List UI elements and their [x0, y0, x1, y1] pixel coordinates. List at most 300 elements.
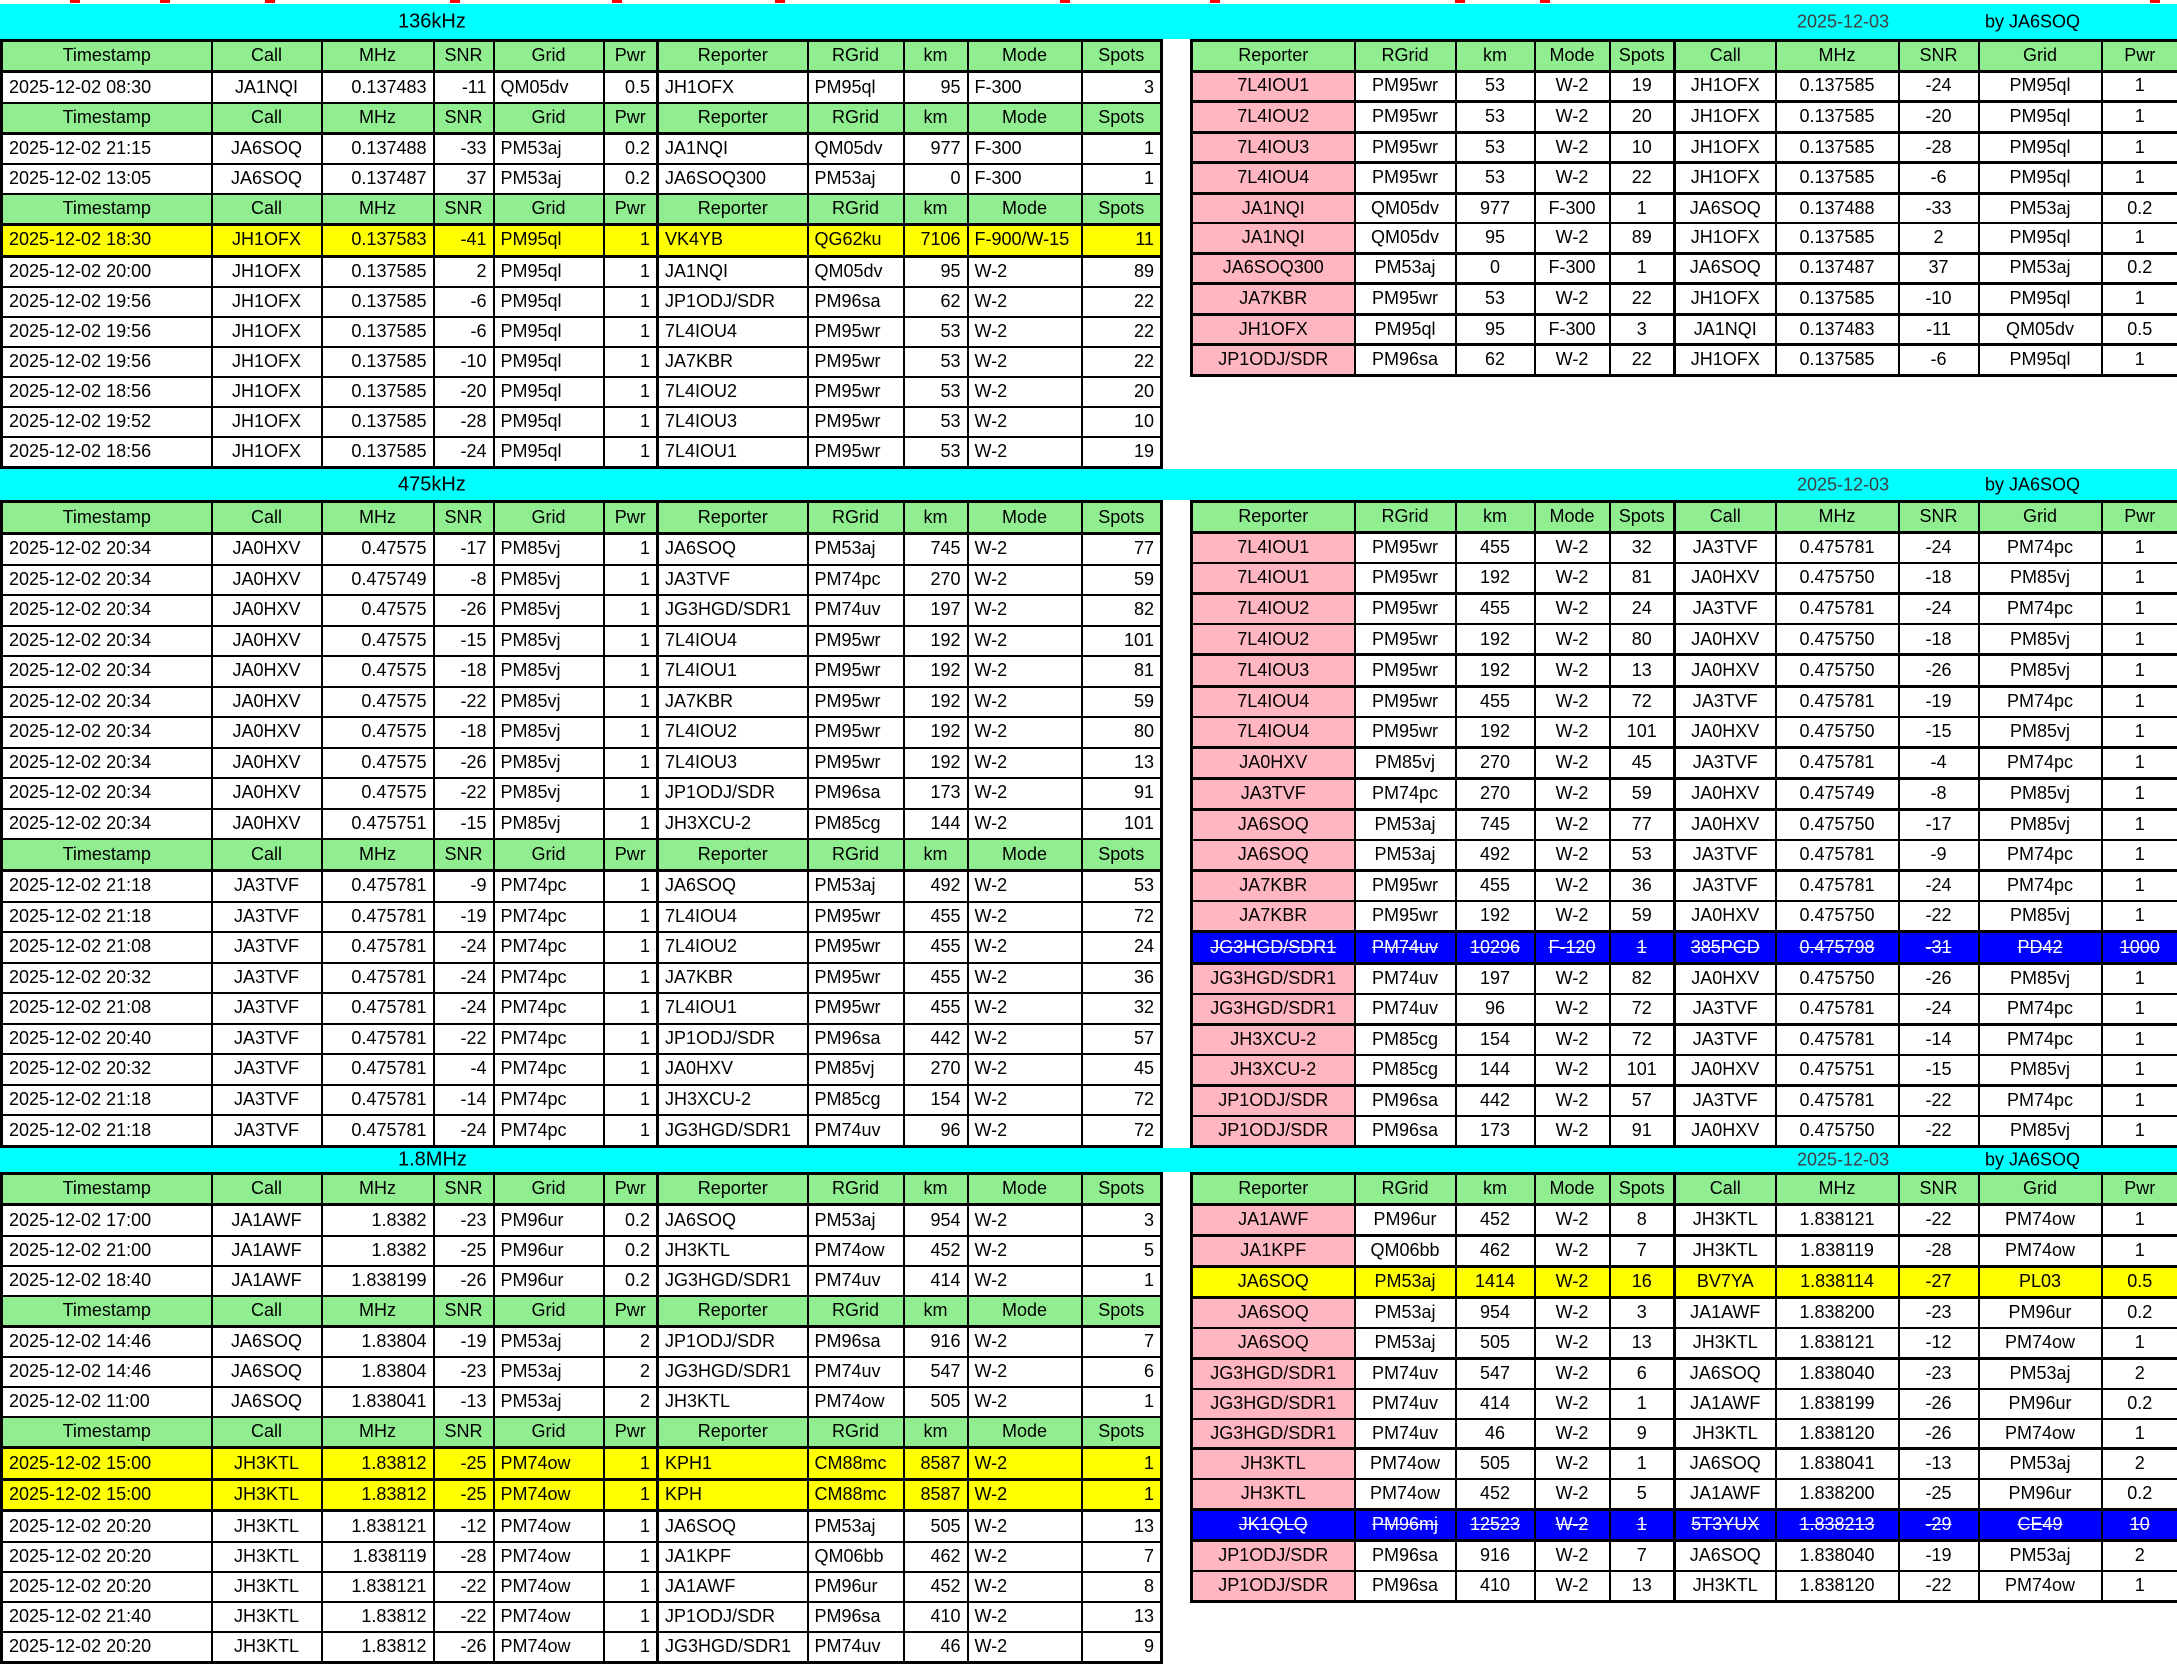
cell-mhz: 0.475749 — [322, 565, 434, 596]
cell-reporter: JA6SOQ300 — [1192, 253, 1355, 284]
cell-snr: -28 — [434, 407, 494, 437]
cell-km: 96 — [1456, 994, 1535, 1025]
cell-km: 173 — [1456, 1116, 1535, 1147]
cell-spots: 45 — [1082, 1054, 1162, 1085]
column-header-snr: SNR — [434, 103, 494, 134]
cell-grid: PM74ow — [1979, 1205, 2102, 1236]
cell-call: JH1OFX — [1675, 345, 1776, 376]
cell-spots: 6 — [1082, 1357, 1162, 1387]
column-header-km: km — [904, 1417, 968, 1448]
cell-grid: PM74ow — [494, 1572, 604, 1602]
cell-call: JA0HXV — [212, 809, 322, 840]
cell-km: 410 — [904, 1602, 968, 1632]
cell-mhz: 0.137585 — [322, 317, 434, 347]
highlighted-spot-row — [2, 225, 1162, 256]
cell-grid: PM74ow — [494, 1448, 604, 1479]
header-row — [2, 41, 1162, 72]
spot-row — [2, 1602, 1162, 1632]
cell-km: 7106 — [904, 225, 968, 256]
cell-spots: 1 — [1610, 253, 1675, 284]
cell-mhz: 1.838121 — [1776, 1328, 1899, 1358]
cell-rgrid: PM95wr — [1355, 686, 1456, 717]
cell-km: 192 — [904, 748, 968, 779]
cell-spots: 82 — [1610, 963, 1675, 994]
cell-rgrid: PM96ur — [808, 1572, 904, 1602]
cell-grid: PM74ow — [494, 1602, 604, 1632]
column-header-mode: Mode — [1535, 502, 1610, 533]
cell-rgrid: PM85vj — [1355, 747, 1456, 778]
cell-spots: 13 — [1610, 1328, 1675, 1358]
cell-reporter: JP1ODJ/SDR — [1192, 1571, 1355, 1601]
cell-mhz: 0.137488 — [1776, 193, 1899, 223]
cell-pwr: 1 — [604, 1479, 658, 1510]
column-header-reporter: Reporter — [658, 194, 808, 225]
cell-timestamp: 2025-12-02 20:00 — [2, 256, 212, 287]
column-header-rgrid: RGrid — [808, 1296, 904, 1327]
cell-call: JA0HXV — [1675, 963, 1776, 994]
cell-snr: -24 — [1899, 994, 1979, 1025]
column-header-rgrid: RGrid — [808, 1174, 904, 1205]
cell-mode: W-2 — [1535, 1449, 1610, 1479]
cell-reporter: JA0HXV — [1192, 747, 1355, 778]
cell-timestamp: 2025-12-02 20:34 — [2, 809, 212, 840]
cell-mode: F-300 — [1535, 253, 1610, 284]
header-row — [1192, 502, 2177, 533]
cell-call: JH1OFX — [1675, 284, 1776, 315]
cell-grid: PM74pc — [494, 932, 604, 963]
cell-grid: PM53aj — [1979, 193, 2102, 223]
cell-pwr: 1 — [2102, 1055, 2177, 1086]
cell-reporter: JH3KTL — [1192, 1449, 1355, 1479]
cell-rgrid: PM96sa — [1355, 1116, 1456, 1147]
spot-row — [1192, 253, 2177, 284]
cell-timestamp: 2025-12-02 21:18 — [2, 1115, 212, 1146]
cell-rgrid: PM96sa — [808, 287, 904, 317]
cell-call: JA3TVF — [1675, 747, 1776, 778]
column-header-pwr: Pwr — [604, 103, 658, 134]
cell-rgrid: CM88mc — [808, 1448, 904, 1479]
cell-spots: 57 — [1082, 1024, 1162, 1055]
cell-rgrid: PM53aj — [808, 1205, 904, 1236]
spot-row — [2, 932, 1162, 963]
cell-grid: PD42 — [1979, 932, 2102, 963]
cell-spots: 9 — [1610, 1419, 1675, 1449]
cell-rgrid: PM53aj — [1355, 1298, 1456, 1328]
cell-reporter: JP1ODJ/SDR — [658, 778, 808, 809]
column-header-reporter: Reporter — [658, 41, 808, 72]
cell-km: 192 — [904, 626, 968, 657]
cell-snr: -27 — [1899, 1267, 1979, 1298]
cell-km: 192 — [1456, 717, 1535, 748]
cell-mhz: 0.137483 — [1776, 314, 1899, 345]
deleted-spot-row — [1192, 1510, 2177, 1541]
cell-pwr: 1 — [2102, 624, 2177, 655]
cell-mode: F-120 — [1535, 932, 1610, 963]
cell-rgrid: PM85cg — [808, 1085, 904, 1116]
cell-spots: 13 — [1082, 1602, 1162, 1632]
cell-grid: PM53aj — [1979, 1449, 2102, 1479]
cell-snr: -14 — [434, 1085, 494, 1116]
cell-mhz: 1.83804 — [322, 1326, 434, 1357]
cell-rgrid: PM74ow — [1355, 1449, 1456, 1479]
cell-reporter: JG3HGD/SDR1 — [1192, 1419, 1355, 1449]
cell-call: JH3KTL — [212, 1542, 322, 1572]
cell-call: JA3TVF — [1675, 1024, 1776, 1055]
cell-grid: PM74ow — [494, 1632, 604, 1663]
cell-rgrid: QM05dv — [1355, 193, 1456, 223]
cell-pwr: 0.5 — [2102, 1267, 2177, 1298]
cell-km: 505 — [1456, 1449, 1535, 1479]
cell-spots: 91 — [1610, 1116, 1675, 1147]
cell-rgrid: PM74pc — [1355, 778, 1456, 809]
cell-reporter: JH3XCU-2 — [1192, 1055, 1355, 1086]
cell-reporter: 7L4IOU3 — [658, 748, 808, 779]
column-header-reporter: Reporter — [658, 1417, 808, 1448]
cell-mhz: 1.838121 — [1776, 1205, 1899, 1236]
cell-grid: PM85vj — [494, 656, 604, 687]
cell-reporter: 7L4IOU1 — [1192, 533, 1355, 564]
cell-pwr: 1 — [604, 778, 658, 809]
cell-km: 916 — [904, 1326, 968, 1357]
spot-row — [1192, 1024, 2177, 1055]
cell-spots: 101 — [1082, 809, 1162, 840]
cell-spots: 36 — [1610, 871, 1675, 902]
cell-reporter: JA1NQI — [1192, 193, 1355, 223]
cell-reporter: JA7KBR — [1192, 871, 1355, 902]
column-header-mhz: MHz — [322, 1417, 434, 1448]
column-header-call: Call — [212, 1174, 322, 1205]
cell-km: 192 — [1456, 563, 1535, 594]
cell-spots: 77 — [1610, 810, 1675, 841]
cell-km: 95 — [1456, 314, 1535, 345]
column-header-call: Call — [1675, 502, 1776, 533]
cell-spots: 32 — [1610, 533, 1675, 564]
cell-km: 8587 — [904, 1448, 968, 1479]
cell-mode: W-2 — [1535, 1571, 1610, 1601]
cell-mode: W-2 — [968, 407, 1082, 437]
cell-call: JA3TVF — [1675, 686, 1776, 717]
cell-grid: PM74pc — [494, 963, 604, 994]
cell-mode: W-2 — [968, 533, 1082, 564]
cell-km: 144 — [1456, 1055, 1535, 1086]
cell-mode: W-2 — [1535, 1298, 1610, 1328]
cell-timestamp: 2025-12-02 20:34 — [2, 656, 212, 687]
cell-spots: 32 — [1082, 993, 1162, 1024]
cell-mhz: 0.475781 — [1776, 840, 1899, 871]
cell-spots: 57 — [1610, 1085, 1675, 1116]
cell-snr: -22 — [1899, 1085, 1979, 1116]
cell-reporter: JA0HXV — [658, 1054, 808, 1085]
cell-mode: W-2 — [1535, 1055, 1610, 1086]
cell-spots: 24 — [1610, 594, 1675, 625]
cell-snr: -23 — [1899, 1358, 1979, 1388]
cell-reporter: 7L4IOU4 — [658, 317, 808, 347]
cell-mode: W-2 — [968, 1387, 1082, 1417]
cell-rgrid: PM95wr — [808, 687, 904, 718]
cell-call: JA1NQI — [212, 72, 322, 103]
cell-km: 270 — [904, 565, 968, 596]
cell-pwr: 0.2 — [2102, 253, 2177, 284]
column-header-call: Call — [212, 502, 322, 534]
column-header-call: Call — [1675, 41, 1776, 72]
cell-mode: W-2 — [1535, 624, 1610, 655]
cell-spots: 10 — [1082, 407, 1162, 437]
spot-row — [1192, 686, 2177, 717]
spot-row — [2, 437, 1162, 468]
cell-grid: PM85vj — [494, 565, 604, 596]
cell-pwr: 1 — [604, 626, 658, 657]
cell-mhz: 0.137487 — [322, 164, 434, 194]
column-header-mode: Mode — [968, 1174, 1082, 1205]
artifact-red-tick — [265, 0, 275, 3]
cell-mode: W-2 — [968, 1479, 1082, 1510]
cell-timestamp: 2025-12-02 20:34 — [2, 626, 212, 657]
cell-reporter: JA3TVF — [1192, 778, 1355, 809]
cell-reporter: JH3XCU-2 — [1192, 1024, 1355, 1055]
cell-mode: W-2 — [1535, 1236, 1610, 1267]
cell-mhz: 1.838121 — [322, 1572, 434, 1602]
spot-row — [1192, 901, 2177, 932]
cell-call: JA3TVF — [212, 1024, 322, 1055]
cell-mhz: 1.8382 — [322, 1236, 434, 1266]
cell-km: 53 — [1456, 284, 1535, 315]
cell-call: JA1NQI — [1675, 314, 1776, 345]
cell-rgrid: PM95wr — [1355, 163, 1456, 194]
cell-snr: -9 — [1899, 840, 1979, 871]
cell-call: JA6SOQ — [1675, 193, 1776, 223]
cell-call: JA0HXV — [212, 717, 322, 748]
cell-reporter: JA1KPF — [658, 1542, 808, 1572]
spot-row — [1192, 594, 2177, 625]
spot-row — [1192, 314, 2177, 345]
cell-snr: -24 — [434, 932, 494, 963]
cell-timestamp: 2025-12-02 15:00 — [2, 1448, 212, 1479]
column-header-grid: Grid — [494, 41, 604, 72]
cell-snr: -6 — [434, 287, 494, 317]
cell-rgrid: PM96sa — [808, 1024, 904, 1055]
cell-rgrid: PM95wr — [808, 717, 904, 748]
cell-mhz: 1.838200 — [1776, 1479, 1899, 1509]
cell-timestamp: 2025-12-02 20:34 — [2, 778, 212, 809]
cell-reporter: JK1QLQ — [1192, 1510, 1355, 1541]
column-header-timestamp: Timestamp — [2, 502, 212, 534]
cell-mhz: 1.83812 — [322, 1632, 434, 1663]
cell-snr: -22 — [434, 1572, 494, 1602]
cell-spots: 1 — [1082, 1266, 1162, 1296]
cell-call: JA6SOQ — [1675, 1449, 1776, 1479]
cell-snr: 37 — [1899, 253, 1979, 284]
cell-spots: 1 — [1082, 1479, 1162, 1510]
cell-mode: W-2 — [1535, 563, 1610, 594]
cell-mode: W-2 — [1535, 1358, 1610, 1388]
cell-grid: CE49 — [1979, 1510, 2102, 1541]
cell-rgrid: QM06bb — [808, 1542, 904, 1572]
cell-reporter: JA6SOQ — [1192, 1267, 1355, 1298]
cell-call: JH1OFX — [1675, 102, 1776, 133]
column-header-pwr: Pwr — [604, 1417, 658, 1448]
cell-grid: PM74ow — [1979, 1419, 2102, 1449]
cell-grid: PM95ql — [494, 317, 604, 347]
cell-spots: 82 — [1082, 595, 1162, 626]
cell-rgrid: PM53aj — [1355, 1328, 1456, 1358]
cell-snr: -18 — [434, 717, 494, 748]
cell-grid: PM74pc — [494, 1085, 604, 1116]
cell-mode: W-2 — [968, 1542, 1082, 1572]
cell-pwr: 1 — [604, 1448, 658, 1479]
cell-pwr: 1 — [604, 256, 658, 287]
spot-row — [1192, 747, 2177, 778]
cell-mode: F-300 — [1535, 193, 1610, 223]
cell-pwr: 1 — [2102, 901, 2177, 932]
cell-mode: W-2 — [968, 347, 1082, 377]
cell-km: 95 — [904, 256, 968, 287]
column-header-call: Call — [212, 41, 322, 72]
cell-mode: W-2 — [1535, 163, 1610, 194]
spot-row — [2, 164, 1162, 194]
column-header-call: Call — [212, 1296, 322, 1327]
cell-reporter: JG3HGD/SDR1 — [1192, 1358, 1355, 1388]
cell-mhz: 1.838120 — [1776, 1571, 1899, 1601]
band-header-1-8mhz — [0, 1148, 2177, 1172]
column-header-mhz: MHz — [322, 103, 434, 134]
column-header-km: km — [1456, 1174, 1535, 1205]
cell-grid: PM74ow — [1979, 1328, 2102, 1358]
cell-reporter: JA6SOQ — [658, 1205, 808, 1236]
cell-rgrid: PM95wr — [1355, 871, 1456, 902]
column-header-rgrid: RGrid — [808, 194, 904, 225]
cell-spots: 77 — [1082, 533, 1162, 564]
cell-km: 492 — [1456, 840, 1535, 871]
cell-mhz: 1.838040 — [1776, 1358, 1899, 1388]
cell-mode: W-2 — [968, 1572, 1082, 1602]
cell-call: JA0HXV — [212, 656, 322, 687]
cell-timestamp: 2025-12-02 20:34 — [2, 748, 212, 779]
spot-row — [2, 717, 1162, 748]
spot-row — [1192, 717, 2177, 748]
cell-grid: PM95ql — [1979, 102, 2102, 133]
cell-rgrid: PM95wr — [1355, 71, 1456, 102]
cell-spots: 3 — [1610, 314, 1675, 345]
cell-pwr: 1 — [2102, 71, 2177, 102]
column-header-snr: SNR — [434, 194, 494, 225]
cell-grid: PM74ow — [1979, 1571, 2102, 1601]
cell-grid: PM53aj — [1979, 1541, 2102, 1571]
cell-timestamp: 2025-12-02 20:34 — [2, 533, 212, 564]
spot-row — [1192, 1479, 2177, 1509]
cell-rgrid: PM95ql — [808, 72, 904, 103]
cell-snr: -8 — [1899, 778, 1979, 809]
cell-call: JH3KTL — [212, 1572, 322, 1602]
cell-rgrid: PM95wr — [1355, 624, 1456, 655]
cell-snr: -19 — [1899, 1541, 1979, 1571]
cell-call: JA0HXV — [1675, 655, 1776, 686]
cell-mode: W-2 — [1535, 284, 1610, 315]
spot-row — [2, 870, 1162, 901]
spot-row — [1192, 840, 2177, 871]
spot-row — [1192, 1085, 2177, 1116]
cell-call: JA3TVF — [1675, 594, 1776, 625]
cell-mhz: 0.137585 — [322, 407, 434, 437]
artifact-red-tick — [450, 0, 460, 3]
cell-mode: W-2 — [968, 1632, 1082, 1663]
cell-timestamp: 2025-12-02 20:20 — [2, 1572, 212, 1602]
cell-snr: -15 — [1899, 717, 1979, 748]
cell-grid: PM74pc — [1979, 871, 2102, 902]
cell-spots: 81 — [1610, 563, 1675, 594]
spot-row — [1192, 1298, 2177, 1328]
cell-call: JH1OFX — [212, 347, 322, 377]
band-title-475khz: 475kHz — [398, 473, 466, 495]
cell-reporter: JH3XCU-2 — [658, 1085, 808, 1116]
cell-mhz: 0.137488 — [322, 133, 434, 164]
column-header-timestamp: Timestamp — [2, 1296, 212, 1327]
cell-mhz: 0.47575 — [322, 626, 434, 657]
column-header-mhz: MHz — [1776, 502, 1899, 533]
cell-timestamp: 2025-12-02 21:08 — [2, 993, 212, 1024]
cell-rgrid: PM85cg — [1355, 1055, 1456, 1086]
cell-pwr: 1 — [2102, 686, 2177, 717]
cell-call: JA0HXV — [1675, 901, 1776, 932]
spot-row — [1192, 624, 2177, 655]
cell-snr: -19 — [434, 902, 494, 933]
cell-grid: PM85vj — [1979, 1055, 2102, 1086]
cell-mode: W-2 — [1535, 594, 1610, 625]
cell-km: 452 — [904, 1572, 968, 1602]
cell-grid: PM85vj — [494, 687, 604, 718]
cell-mhz: 0.475751 — [1776, 1055, 1899, 1086]
cell-km: 53 — [904, 437, 968, 468]
cell-mode: W-2 — [1535, 686, 1610, 717]
cell-mhz: 0.47575 — [322, 748, 434, 779]
column-header-timestamp: Timestamp — [2, 1174, 212, 1205]
column-header-call: Call — [1675, 1174, 1776, 1205]
cell-reporter: 7L4IOU4 — [1192, 717, 1355, 748]
cell-km: 8587 — [904, 1479, 968, 1510]
cell-grid: PM95ql — [494, 437, 604, 468]
cell-mhz: 0.475781 — [322, 870, 434, 901]
cell-spots: 7 — [1610, 1236, 1675, 1267]
cell-km: 916 — [1456, 1541, 1535, 1571]
cell-snr: -25 — [434, 1448, 494, 1479]
cell-mode: W-2 — [1535, 1205, 1610, 1236]
cell-rgrid: PM74ow — [808, 1236, 904, 1266]
cell-call: JA3TVF — [212, 870, 322, 901]
cell-spots: 59 — [1082, 565, 1162, 596]
cell-pwr: 1 — [604, 963, 658, 994]
cell-spots: 89 — [1082, 256, 1162, 287]
cell-call: JA6SOQ — [1675, 1358, 1776, 1388]
cell-pwr: 1 — [2102, 223, 2177, 253]
cell-km: 95 — [1456, 223, 1535, 253]
cell-mhz: 0.475781 — [1776, 1024, 1899, 1055]
cell-spots: 36 — [1082, 963, 1162, 994]
cell-mhz: 0.137585 — [1776, 132, 1899, 163]
cell-spots: 91 — [1082, 778, 1162, 809]
column-header-reporter: Reporter — [1192, 41, 1355, 72]
cell-call: JA0HXV — [1675, 624, 1776, 655]
spot-row — [1192, 563, 2177, 594]
cell-mhz: 0.475750 — [1776, 563, 1899, 594]
cell-snr: -26 — [434, 1632, 494, 1663]
cell-grid: PM95ql — [1979, 223, 2102, 253]
cell-rgrid: PM96sa — [808, 1326, 904, 1357]
column-header-pwr: Pwr — [604, 502, 658, 534]
cell-spots: 11 — [1082, 225, 1162, 256]
column-header-spots: Spots — [1082, 1174, 1162, 1205]
cell-rgrid: PM95wr — [1355, 284, 1456, 315]
column-header-mode: Mode — [968, 194, 1082, 225]
cell-mode: W-2 — [968, 1602, 1082, 1632]
